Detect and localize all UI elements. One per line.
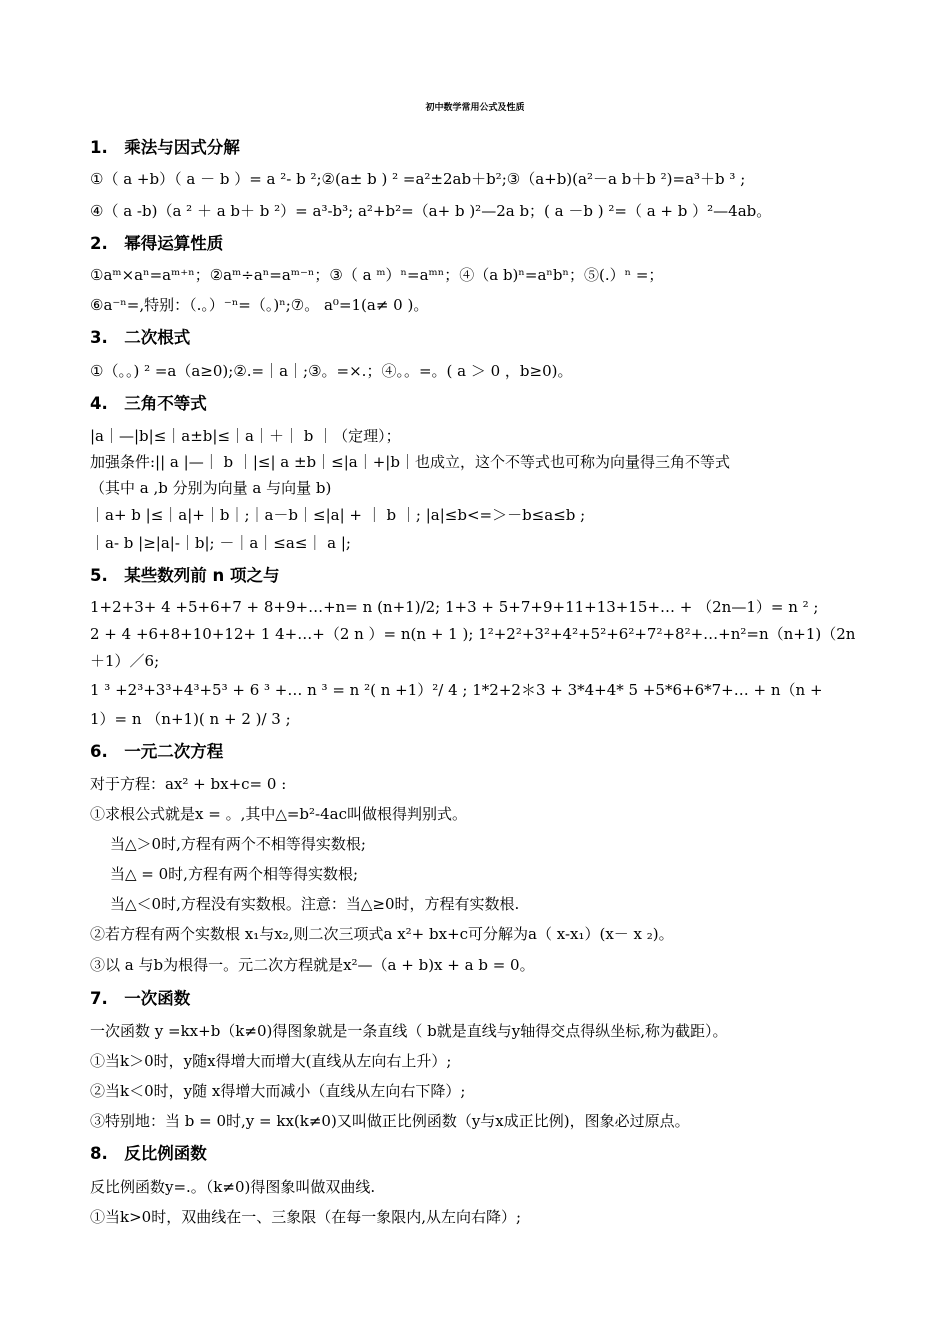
- text-line: ｜a+ b |≤｜a|+｜b｜;｜a－b｜≤|a| + ｜ b ｜; |a|≤b<=＞－b≤a≤b ;: [90, 506, 586, 524]
- section-heading-4: 4. 三角不等式: [90, 394, 207, 413]
- text-line: ①当k>0时，双曲线在一、三象限（在每一象限内,从左向右降）;: [90, 1208, 522, 1226]
- document-title: 初中数学常用公式及性质: [425, 103, 525, 113]
- text-line: |a｜—|b|≤｜a±b|≤｜a｜＋｜ b ｜（定理）；: [90, 427, 401, 445]
- text-line: ①求根公式就是x = 。,其中△=b²-4ac叫做根得判别式。: [90, 805, 468, 823]
- section-heading-6: 6. 一元二次方程: [90, 742, 224, 761]
- section-heading-7: 7. 一次函数: [90, 989, 191, 1008]
- text-line: ①当k＞0时，y随x得增大而增大(直线从左向右上升）;: [90, 1052, 452, 1070]
- text-line: 加强条件:|| a |—｜ b ｜|≤| a ±b｜≤|a｜+|b｜也成立，这个不等式也可称为向量得三角不等式: [90, 453, 730, 471]
- text-line: 对于方程：ax² + bx+c= 0 :: [90, 775, 287, 793]
- text-line: 当△ = 0时,方程有两个相等得实数根;: [110, 865, 359, 883]
- text-line: ⑥a⁻ⁿ=,特别：（.。）⁻ⁿ=（。)ⁿ;⑦。 a⁰=1(a≠ 0 )。: [90, 296, 429, 314]
- text-line: ②当k＜0时，y随 x得增大而减小（直线从左向右下降）;: [90, 1082, 466, 1100]
- text-line: ③特别地：当 b = 0时,y = kx(k≠0)又叫做正比例函数（y与x成正比例)，图象必过原点。: [90, 1112, 690, 1130]
- section-heading-1: 1. 乘法与因式分解: [90, 138, 240, 157]
- text-line: ｜a- b |≥|a|-｜b|; －｜a｜≤a≤｜ a |;: [90, 534, 351, 552]
- text-line: ＋1）／6;: [90, 652, 160, 670]
- text-line: 1+2+3+ 4 +5+6+7 + 8+9+…+n= n (n+1)/2; 1+3 + 5+7+9+11+13+15+… + （2n—1）= n ² ;: [90, 598, 819, 616]
- text-line: ①（。。) ² =a（a≥0);②.=｜a｜;③。=×.；④。。=。( a ＞ 0 ，b≥0)。: [90, 362, 573, 380]
- section-heading-3: 3. 二次根式: [90, 328, 191, 347]
- text-line: （其中 a ,b 分别为向量 a 与向量 b): [90, 479, 332, 497]
- text-line: 1 ³ +2³+3³+4³+5³ + 6 ³ +… n ³ = n ²( n +1）²/ 4 ; 1*2+2＊3 + 3*4+4* 5 +5*6+6*7+… + n（n +: [90, 681, 823, 699]
- text-line: ①（ a +b）（ a － b ）= a ²- b ²;②(a± b ) ² =a²±2ab＋b²;③（a+b)(a²－a b＋b ²)=a³＋b ³ ;: [90, 170, 746, 188]
- text-line: 1）= n （n+1)( n + 2 )/ 3 ;: [90, 710, 291, 728]
- text-line: 一次函数 y =kx+b（k≠0)得图象就是一条直线（ b就是直线与y轴得交点得纵坐标,称为截距）。: [90, 1022, 728, 1040]
- text-line: 当△＜0时,方程没有实数根。注意：当△≥0时，方程有实数根.: [110, 895, 520, 913]
- text-line: 2 + 4 +6+8+10+12+ 1 4+…+（2 n ）= n(n + 1 ); 1²+2²+3²+4²+5²+6²+7²+8²+…+n²=n（n+1)（2n: [90, 625, 856, 643]
- section-heading-2: 2. 幂得运算性质: [90, 234, 224, 253]
- text-line: ④（ a -b)（a ² ＋ a b＋ b ²）= a³-b³; a²+b²=（a+ b )²—2a b；( a －b ) ²=（ a + b ）²—4ab。: [90, 202, 772, 220]
- section-heading-5: 5. 某些数列前 n 项之与: [90, 566, 280, 585]
- text-line: 当△＞0时,方程有两个不相等得实数根;: [110, 835, 366, 853]
- text-line: 反比例函数y=.。（k≠0)得图象叫做双曲线.: [90, 1178, 376, 1196]
- section-heading-8: 8. 反比例函数: [90, 1144, 207, 1163]
- text-line: ①aᵐ×aⁿ=aᵐ⁺ⁿ；②aᵐ÷aⁿ=aᵐ⁻ⁿ；③（ a ᵐ）ⁿ=aᵐⁿ；④（a b)ⁿ=aⁿbⁿ；⑤(.）ⁿ =；: [90, 266, 664, 284]
- text-line: ③以 a 与b为根得一。元二次方程就是x²—（a + b)x + a b = 0。: [90, 956, 535, 974]
- text-line: ②若方程有两个实数根 x₁与x₂,则二次三项式a x²+ bx+c可分解为a（ x-x₁）(x－ x ₂)。: [90, 925, 674, 943]
